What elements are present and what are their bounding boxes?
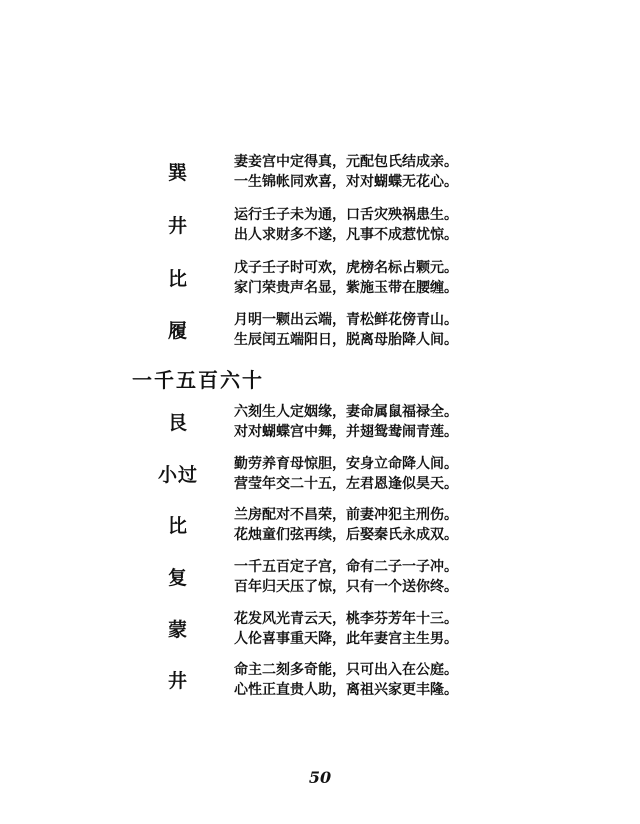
entry bbox=[0, 660, 640, 704]
entry bbox=[0, 402, 640, 446]
hexagram-name: 小过 bbox=[157, 464, 198, 486]
verse-line: 妻妾宫中定得真，元配包氏结成亲。 bbox=[234, 154, 458, 170]
verse bbox=[234, 660, 474, 700]
verse-line: 生辰闰五端阳日，脱离母胎降人间。 bbox=[234, 332, 458, 348]
entry bbox=[0, 505, 640, 549]
entry bbox=[0, 609, 640, 653]
verse-line: 心性正直贵人助，离祖兴家更丰隆。 bbox=[234, 682, 458, 698]
verse bbox=[234, 505, 474, 545]
verse bbox=[234, 454, 474, 494]
entry bbox=[0, 557, 640, 601]
hexagram-name: 艮 bbox=[167, 412, 188, 434]
hexagram-name: 比 bbox=[167, 515, 188, 537]
verse-line: 月明一颗出云端，青松鲜花傍青山。 bbox=[234, 312, 458, 328]
verse-line: 一千五百定子宫，命有二子一子冲。 bbox=[234, 559, 458, 575]
section-heading: 一千五百六十 bbox=[132, 368, 264, 392]
entry bbox=[0, 310, 640, 354]
entry bbox=[0, 152, 640, 196]
verse-line: 对对蝴蝶宫中舞，并翅鸳鸯闹青莲。 bbox=[234, 424, 458, 440]
hexagram-name: 巽 bbox=[167, 162, 188, 184]
entry bbox=[0, 205, 640, 249]
verse-line: 运行壬子未为通，口舌灾殃祸患生。 bbox=[234, 207, 458, 223]
hexagram-name: 复 bbox=[167, 567, 188, 589]
verse bbox=[234, 310, 474, 350]
verse-line: 家门荣贵声名显，紫施玉带在腰缠。 bbox=[234, 280, 458, 296]
verse bbox=[234, 402, 474, 442]
verse-line: 兰房配对不昌荣，前妻冲犯主刑伤。 bbox=[234, 507, 458, 523]
entry bbox=[0, 258, 640, 302]
verse-line: 人伦喜事重天降，此年妻宫主生男。 bbox=[234, 631, 458, 647]
verse-line: 出人求财多不遂，凡事不成惹忧惊。 bbox=[234, 227, 458, 243]
hexagram-name: 履 bbox=[167, 320, 188, 342]
verse-line: 勤劳养育母惊胆，安身立命降人间。 bbox=[234, 456, 458, 472]
verse bbox=[234, 258, 474, 298]
hexagram-name: 比 bbox=[167, 268, 188, 290]
hexagram-name: 蒙 bbox=[167, 619, 188, 641]
verse bbox=[234, 152, 474, 192]
verse-line: 一生锦帐同欢喜，对对蝴蝶无花心。 bbox=[234, 174, 458, 190]
verse bbox=[234, 609, 474, 649]
hexagram-name: 井 bbox=[167, 670, 188, 692]
verse bbox=[234, 205, 474, 245]
hexagram-name: 井 bbox=[167, 215, 188, 237]
verse-line: 六刻生人定姻缘，妻命属鼠福禄全。 bbox=[234, 404, 458, 420]
verse-line: 营莹年交二十五，左君恩逢似昊天。 bbox=[234, 476, 458, 492]
verse-line: 百年归天压了惊，只有一个送你终。 bbox=[234, 579, 458, 595]
page-number: 50 bbox=[308, 768, 332, 787]
verse-line: 命主二刻多奇能，只可出入在公庭。 bbox=[234, 662, 458, 678]
verse bbox=[234, 557, 474, 597]
verse-line: 花发风光青云天，桃李芬芳年十三。 bbox=[234, 611, 458, 627]
verse-line: 花烛童们弦再续，后娶秦氏永成双。 bbox=[234, 527, 458, 543]
verse-line: 戊子壬子时可欢，虎榜名标占颗元。 bbox=[234, 260, 458, 276]
entry bbox=[0, 454, 640, 498]
